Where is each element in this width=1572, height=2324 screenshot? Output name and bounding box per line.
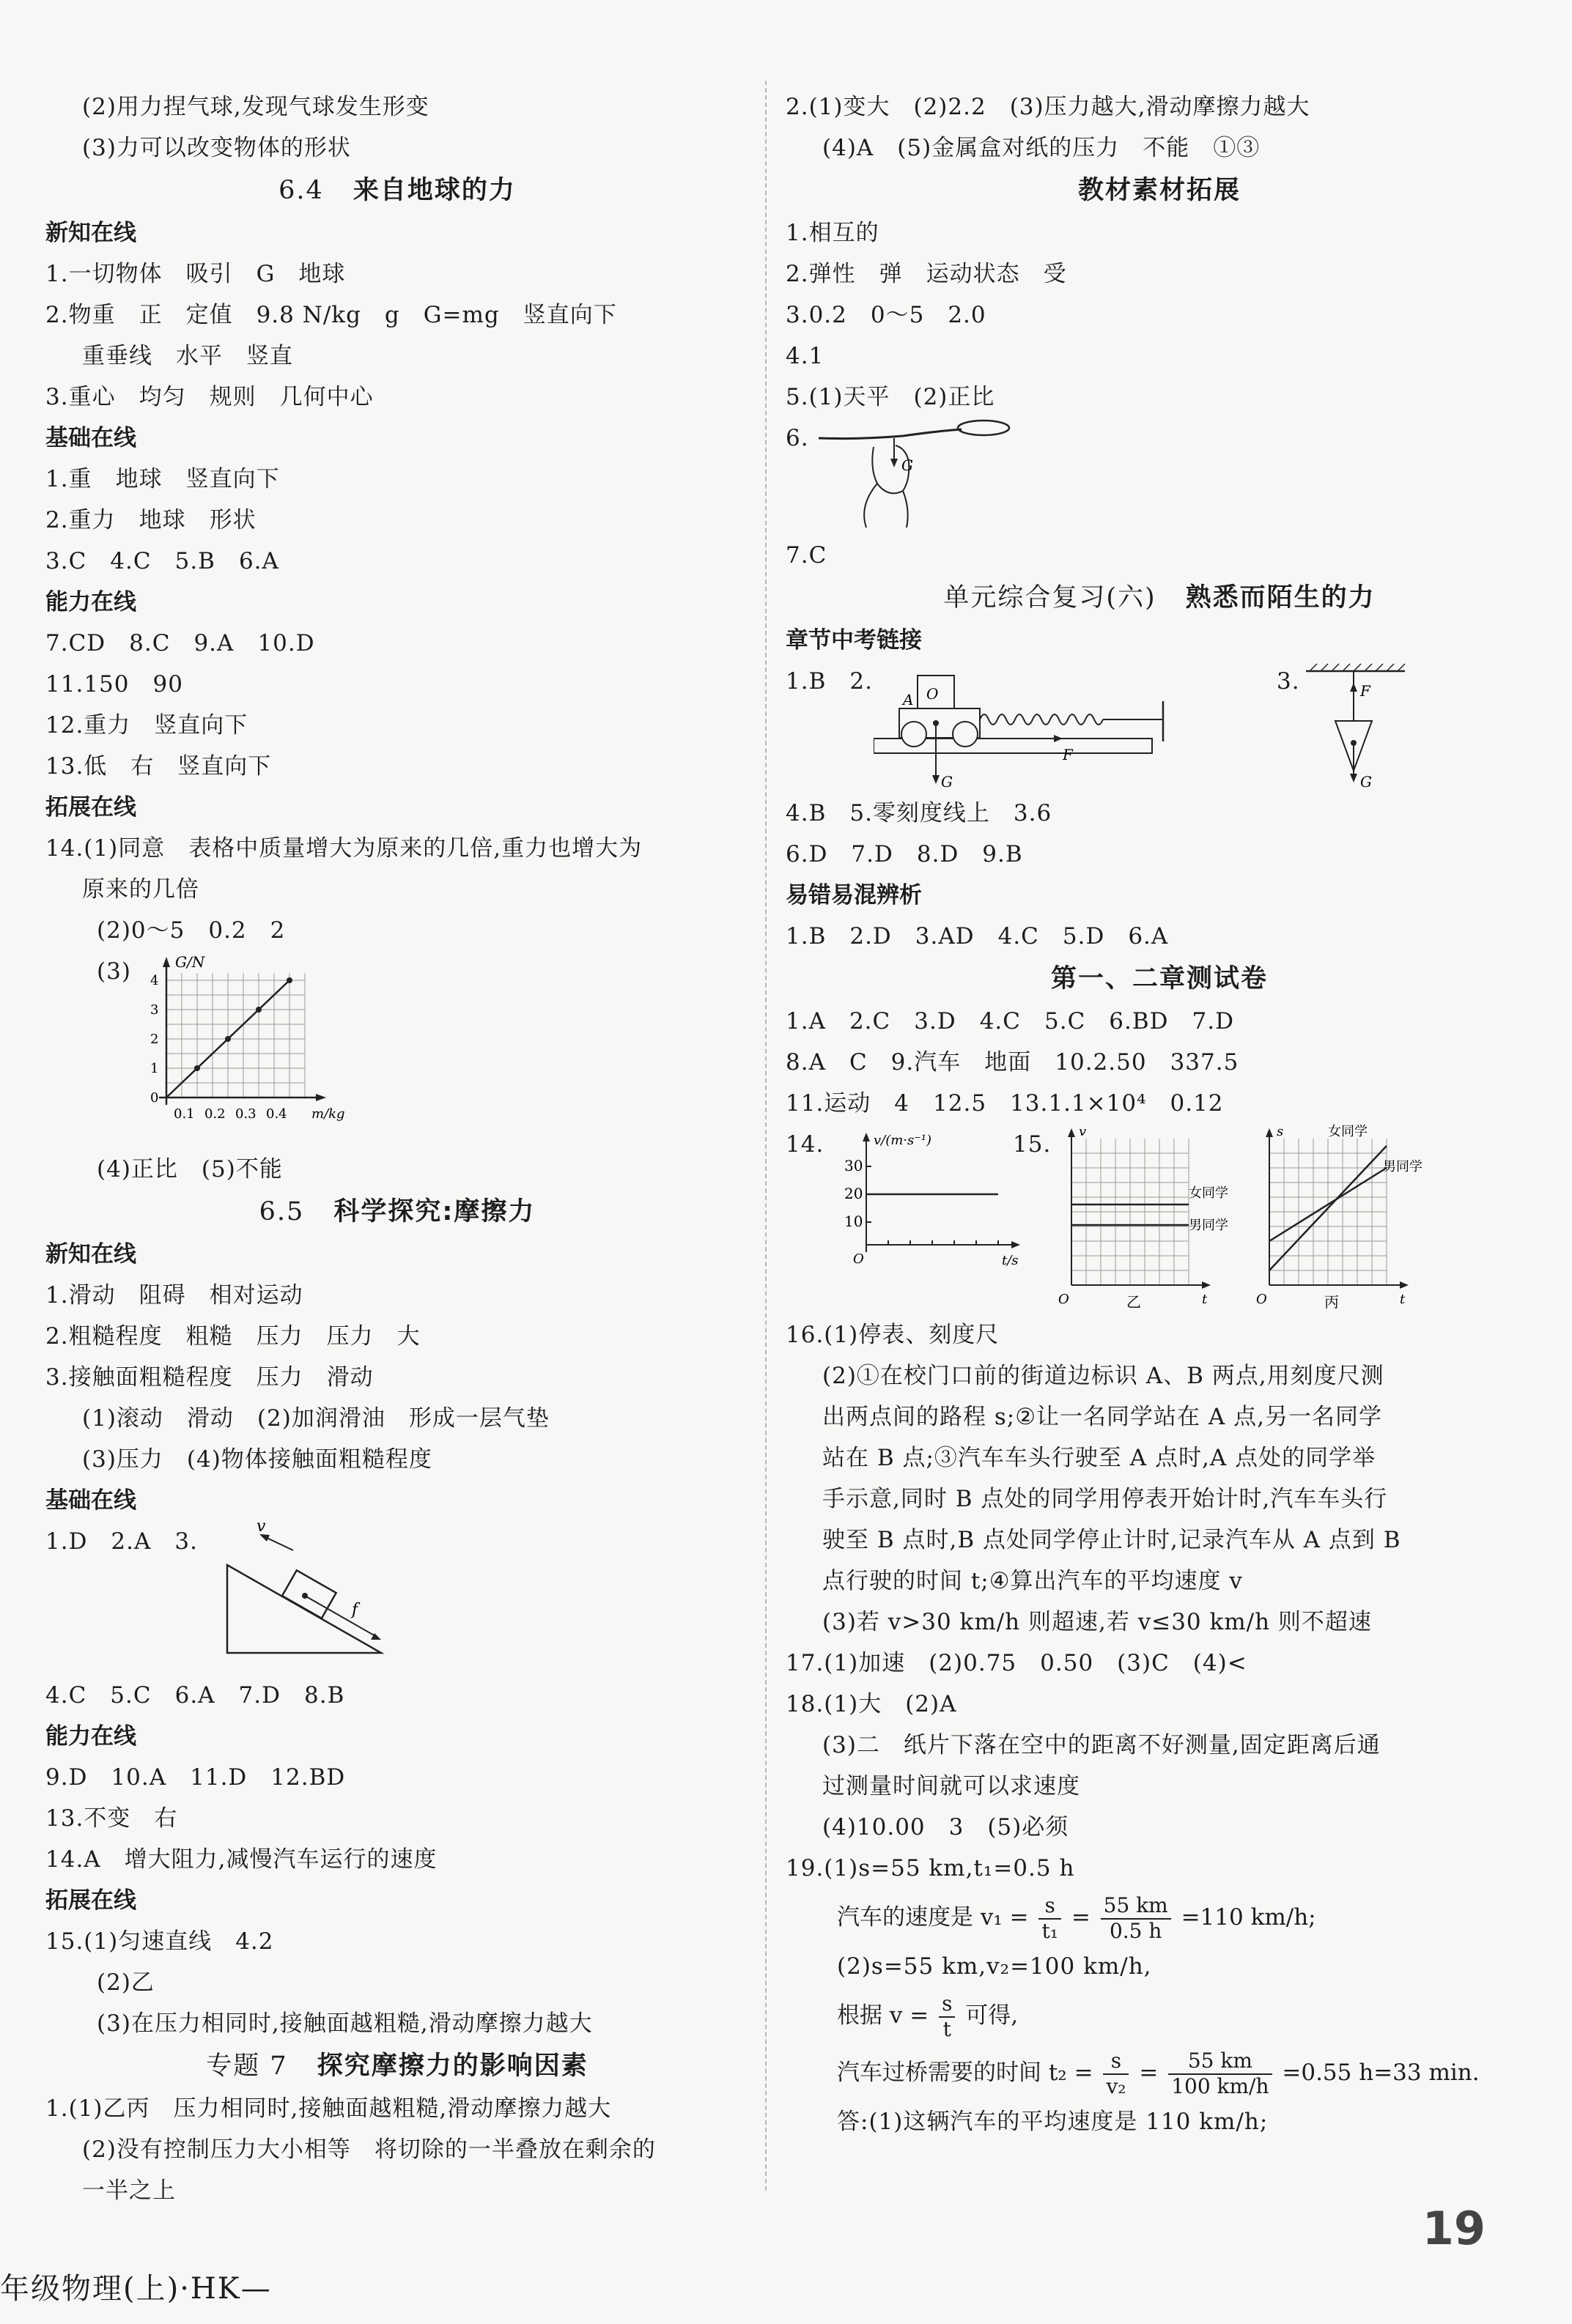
text-line: 站在 B 点;③汽车车头行驶至 A 点时,A 点处的同学举 — [822, 1445, 1376, 1471]
text-line: 4.B 5.零刻度线上 3.6 — [786, 800, 1052, 826]
left-column — [45, 86, 749, 2211]
text-line: 6. — [786, 425, 809, 451]
text-line: 4.1 — [786, 343, 824, 369]
text-line: 8.A C 9.汽车 地面 10.2.50 337.5 — [786, 1049, 1239, 1076]
text-line: 13.不变 右 — [45, 1805, 178, 1832]
y-axis-label: v — [1079, 1124, 1087, 1139]
subsection-heading: 基础在线 — [45, 1487, 136, 1514]
y-tick: 30 — [844, 1157, 863, 1174]
text-line: 过测量时间就可以求速度 — [822, 1773, 1080, 1799]
text-line: 11.运动 4 12.5 13.1.1×10⁴ 0.12 — [786, 1090, 1224, 1117]
section-title-chapter-test: 第一、二章测试卷 — [1050, 964, 1268, 993]
x-axis-label: m/kg — [311, 1106, 345, 1122]
g-m-figure — [45, 951, 749, 1149]
text-line: 7.CD 8.C 9.A 10.D — [45, 630, 315, 656]
female-label: 女同学 — [1189, 1185, 1228, 1201]
column-divider — [765, 81, 767, 2191]
caption: 乙 — [1126, 1293, 1141, 1311]
text-line: (2)没有控制压力大小相等 将切除的一半叠放在剩余的 — [82, 2136, 656, 2163]
subsection-heading: 新知在线 — [45, 220, 136, 246]
text-line: 3.重心 均匀 规则 几何中心 — [45, 384, 374, 410]
text-line: 1.滑动 阻碍 相对运动 — [45, 1282, 303, 1309]
text-line: (4)A (5)金属盒对纸的压力 不能 ①③ — [822, 135, 1261, 161]
text-line: (3)若 v>30 km/h 则超速,若 v≤30 km/h 则不超速 — [822, 1609, 1372, 1635]
y-tick: 4 — [150, 973, 159, 988]
text-line: 15.(1)匀速直线 4.2 — [45, 1928, 274, 1955]
text-line: 手示意,同时 B 点处的同学用停表开始计时,汽车车头行 — [822, 1486, 1388, 1512]
equation-speed: 汽车的速度是 v₁ = $\frac{s}{\text{t₁}}$ = $\frac{55 km}{0.5 h}$ =110 km/h; — [837, 1893, 1316, 1943]
subsection-heading: 易错易混辨析 — [786, 882, 922, 908]
x-tick: 0.4 — [266, 1106, 287, 1122]
friction-label: f — [352, 1601, 358, 1619]
x-tick: 0.1 — [174, 1106, 195, 1122]
text-line: 7.C — [786, 542, 827, 569]
text-line: 3.接触面粗糙程度 压力 滑动 — [45, 1364, 374, 1391]
x-axis-label: t/s — [1002, 1253, 1019, 1268]
text-line: 3. — [1277, 668, 1300, 695]
label-O: O — [926, 685, 939, 703]
text-line: 3.C 4.C 5.B 6.A — [45, 548, 279, 574]
velocity-arrow — [265, 1537, 293, 1550]
text-line: 2.粗糙程度 粗糙 压力 压力 大 — [45, 1323, 421, 1350]
text-line: 13.低 右 竖直向下 — [45, 753, 272, 780]
y-tick: 2 — [150, 1032, 159, 1047]
motion-graphs-row — [786, 1124, 1533, 1314]
text-line: 1.重 地球 竖直向下 — [45, 466, 280, 492]
text-line: 19.(1)s=55 km,t₁=0.5 h — [786, 1855, 1075, 1881]
cart-figure-row — [786, 661, 1533, 793]
incline-diagram — [213, 1521, 418, 1668]
text-line: (2)0～5 0.2 2 — [97, 917, 286, 944]
graph-bing — [1247, 1124, 1438, 1314]
text-line: (1)滚动 滑动 (2)加润滑油 形成一层气垫 — [82, 1405, 550, 1432]
subsection-heading: 拓展在线 — [45, 794, 136, 821]
text-line: 原来的几倍 — [82, 876, 199, 903]
y-tick: 3 — [150, 1002, 159, 1018]
data-point — [225, 1036, 231, 1042]
tension-arrow-head — [1350, 683, 1357, 692]
subsection-heading: 能力在线 — [45, 1723, 136, 1750]
text-line: 答:(1)这辆汽车的平均速度是 110 km/h; — [837, 2109, 1269, 2135]
y-tick: 1 — [150, 1061, 159, 1076]
subsection-heading: 新知在线 — [45, 1241, 136, 1268]
force-label-f: F — [1063, 746, 1073, 763]
origin-label: O — [853, 1251, 864, 1267]
spoon-balance-diagram — [815, 418, 1035, 535]
tension-label: F — [1360, 682, 1370, 700]
y-axis-label: G/N — [175, 953, 205, 971]
text-line: 1.相互的 — [786, 220, 879, 246]
graph-yi — [1049, 1124, 1240, 1314]
footer-book-title: 年级物理(上)·HK— — [0, 2272, 272, 2306]
text-line: 6.D 7.D 8.D 9.B — [786, 841, 1023, 867]
hanging-object-diagram — [1299, 661, 1409, 793]
section-title-6-4: 6.4 来自地球的力 — [278, 176, 516, 205]
section-title-6-5: 6.5 科学探究:摩擦力 — [259, 1197, 536, 1226]
text-line: (4)正比 (5)不能 — [97, 1156, 283, 1183]
y-tick: 20 — [844, 1185, 863, 1202]
gravity-label: G — [901, 456, 913, 474]
text-line: (2)s=55 km,v₂=100 km/h, — [837, 1953, 1152, 1980]
text-line: (2)①在校门口前的街道边标识 A、B 两点,用刻度尺测 — [822, 1363, 1384, 1389]
text-line: (4)10.00 3 (5)必须 — [822, 1814, 1069, 1840]
section-title-topic-7: 专题 7 探究摩擦力的影响因素 — [206, 2051, 588, 2081]
text-line: 1.一切物体 吸引 G 地球 — [45, 261, 346, 287]
text-line: 3.0.2 0～5 2.0 — [786, 302, 986, 328]
text-line: 12.重力 竖直向下 — [45, 712, 248, 739]
spoon-figure — [786, 418, 1533, 535]
text-line: 1.A 2.C 3.D 4.C 5.C 6.BD 7.D — [786, 1008, 1234, 1035]
text-line: 2.重力 地球 形状 — [45, 507, 257, 533]
incline-figure — [45, 1521, 749, 1675]
text-line: 1.B 2.D 3.AD 4.C 5.D 6.A — [786, 923, 1169, 950]
gravity-label: G — [941, 773, 953, 791]
text-line: 1.(1)乙丙 压力相同时,接触面越粗糙,滑动摩擦力越大 — [45, 2095, 612, 2122]
x-axis-label: t — [1400, 1292, 1406, 1307]
text-line: 9.D 10.A 11.D 12.BD — [45, 1764, 346, 1791]
text-line: (3)在压力相同时,接触面越粗糙,滑动摩擦力越大 — [97, 2010, 593, 2037]
y-tick: 0 — [150, 1090, 159, 1106]
text-line: 2.物重 正 定值 9.8 N/kg g G=mg 竖直向下 — [45, 302, 617, 328]
right-column — [786, 86, 1533, 2142]
text-line: 1.B 2. — [786, 668, 873, 695]
text-line: 17.(1)加速 (2)0.75 0.50 (3)C (4)< — [786, 1650, 1247, 1676]
text-line: 11.150 90 — [45, 671, 183, 697]
cart-spring-diagram — [874, 661, 1211, 793]
text-line: 1.D 2.A 3. — [45, 1528, 198, 1555]
text-line: 点行驶的时间 t;④算出汽车的平均速度 v — [822, 1568, 1243, 1594]
text-line: 18.(1)大 (2)A — [786, 1691, 957, 1717]
text-line: 14.(1)同意 表格中质量增大为原来的几倍,重力也增大为 — [45, 835, 643, 862]
origin-label: O — [1058, 1292, 1069, 1307]
section-title-textbook-extension: 教材素材拓展 — [1077, 176, 1241, 205]
caption: 丙 — [1324, 1293, 1339, 1311]
equation-time: 汽车过桥需要的时间 t₂ = $\frac{s}{\text{v₂}}$ = $\frac{55 km}{100 km/h}$ =0.55 h=33 min. — [837, 2049, 1480, 2098]
text-line: (3)二 纸片下落在空中的距离不好测量,固定距离后通 — [822, 1732, 1381, 1758]
data-point — [194, 1065, 200, 1071]
subsection-heading: 基础在线 — [45, 425, 136, 451]
text-line: 16.(1)停表、刻度尺 — [786, 1322, 1000, 1348]
text-line: (3)力可以改变物体的形状 — [82, 135, 351, 161]
x-tick: 0.3 — [235, 1106, 257, 1122]
label-A: A — [903, 691, 914, 708]
g-m-graph — [122, 951, 364, 1149]
x-tick: 0.2 — [204, 1106, 226, 1122]
y-tick: 10 — [844, 1213, 863, 1230]
origin-label: O — [1256, 1292, 1267, 1307]
data-point — [256, 1007, 262, 1013]
velocity-label: v — [257, 1521, 266, 1536]
text-line: 15. — [1013, 1131, 1052, 1158]
text-line: (2)乙 — [97, 1969, 155, 1996]
x-axis-label: t — [1202, 1292, 1208, 1307]
text-line: (2)用力捏气球,发现气球发生形变 — [82, 94, 429, 120]
text-line: 14.A 增大阻力,减慢汽车运行的速度 — [45, 1846, 438, 1873]
gravity-label: G — [1360, 773, 1372, 791]
text-line: 出两点间的路程 s;②让一名同学站在 A 点,另一名同学 — [822, 1404, 1382, 1430]
equation-formula: 根据 v = $\frac{s}{t}$ 可得, — [837, 1991, 1019, 2041]
text-line: 2.弹性 弹 运动状态 受 — [786, 261, 1067, 287]
text-line: 重垂线 水平 竖直 — [82, 343, 293, 369]
text-line: 14. — [786, 1131, 824, 1158]
text-line: 驶至 B 点时,B 点处同学停止计时,记录汽车从 A 点到 B — [822, 1527, 1401, 1553]
female-label: 女同学 — [1328, 1124, 1368, 1139]
text-line: (3) — [97, 958, 131, 985]
text-line: 2.(1)变大 (2)2.2 (3)压力越大,滑动摩擦力越大 — [786, 94, 1310, 120]
male-label: 男同学 — [1383, 1159, 1422, 1174]
text-line: 4.C 5.C 6.A 7.D 8.B — [45, 1682, 345, 1709]
male-label: 男同学 — [1189, 1218, 1228, 1233]
text-line: 一半之上 — [82, 2177, 176, 2204]
y-axis-label: v/(m·s⁻¹) — [874, 1133, 932, 1148]
text-line: 5.(1)天平 (2)正比 — [786, 384, 995, 410]
section-title-unit-review: 单元综合复习(六) 熟悉而陌生的力 — [943, 583, 1376, 613]
page-number: 19 — [1422, 2202, 1486, 2255]
subsection-heading: 拓展在线 — [45, 1887, 136, 1914]
data-point — [287, 977, 292, 983]
subsection-heading: 章节中考链接 — [786, 627, 922, 654]
subsection-heading: 能力在线 — [45, 589, 136, 615]
text-line: (3)压力 (4)物体接触面粗糙程度 — [82, 1446, 432, 1473]
y-axis-label: s — [1277, 1124, 1284, 1139]
v-t-graph — [837, 1124, 1027, 1270]
